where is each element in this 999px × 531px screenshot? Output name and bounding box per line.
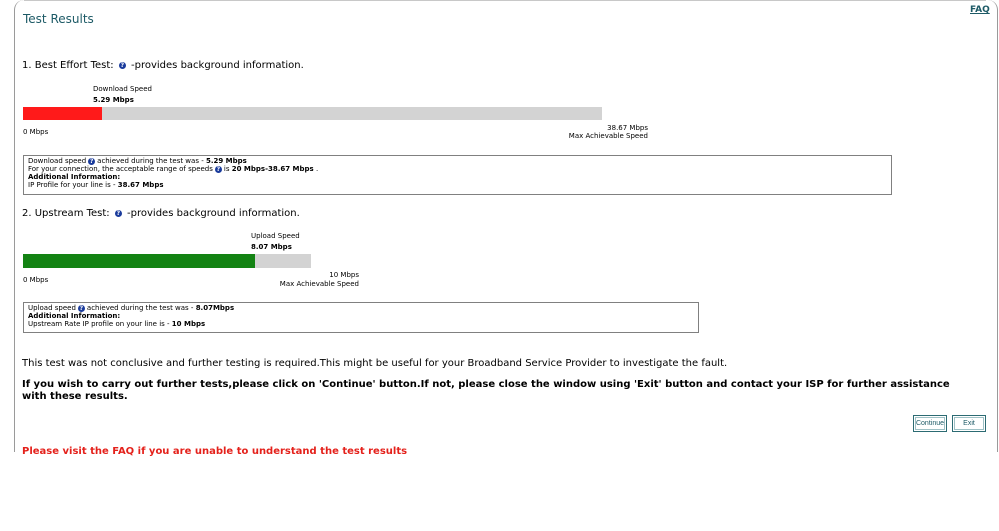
upload-speed-meter bbox=[23, 254, 311, 268]
exit-button[interactable]: Exit bbox=[952, 415, 986, 432]
download-detail-line bbox=[28, 157, 887, 165]
detail-value: 8.07Mbps bbox=[195, 304, 235, 312]
detail-value: 38.67 Mbps bbox=[117, 181, 164, 189]
upload-details-box bbox=[23, 302, 699, 333]
info-icon[interactable]: ? bbox=[116, 209, 121, 217]
detail-text: Upstream Rate IP profile on your line is - bbox=[28, 320, 170, 328]
upload-max-caption: Max Achievable Speed bbox=[279, 280, 359, 288]
info-icon[interactable]: ? bbox=[89, 157, 94, 165]
detail-heading: Additional Information: bbox=[28, 173, 121, 181]
download-details-box bbox=[23, 155, 892, 195]
upload-speed-label: Upload Speed bbox=[251, 232, 300, 240]
panel-top-border bbox=[24, 0, 986, 1]
upstream-heading-prefix: 2. Upstream Test: bbox=[22, 208, 110, 219]
detail-text: Download speed bbox=[28, 157, 87, 165]
upload-max-value: 10 Mbps bbox=[329, 271, 359, 279]
upstream-heading-suffix: -provides background information. bbox=[127, 208, 300, 219]
detail-text: is bbox=[223, 165, 230, 173]
info-icon[interactable]: ? bbox=[120, 61, 125, 69]
download-speed-meter bbox=[23, 107, 602, 120]
continue-button[interactable]: Continue bbox=[913, 415, 947, 432]
upstream-profile-line bbox=[28, 320, 694, 328]
detail-value: 5.29 Mbps bbox=[205, 157, 247, 165]
upload-detail-line bbox=[28, 304, 694, 312]
upload-speed-fill bbox=[23, 254, 255, 268]
info-icon[interactable]: ? bbox=[216, 165, 221, 173]
info-icon[interactable]: ? bbox=[79, 304, 84, 312]
best-effort-heading-suffix: -provides background information. bbox=[131, 60, 304, 71]
detail-text: achieved during the test was - bbox=[86, 304, 194, 312]
best-effort-heading bbox=[22, 60, 304, 71]
range-detail-line bbox=[28, 165, 887, 173]
detail-value: 20 Mbps-38.67 Mbps bbox=[231, 165, 314, 173]
download-speed-label: Download Speed bbox=[93, 85, 152, 93]
download-speed-fill bbox=[23, 107, 102, 120]
ip-profile-line bbox=[28, 181, 887, 189]
faq-notice: Please visit the FAQ if you are unable to understand the test results bbox=[22, 446, 408, 457]
detail-value: 10 Mbps bbox=[171, 320, 206, 328]
additional-info-label bbox=[28, 173, 887, 181]
upload-min-label: 0 Mbps bbox=[23, 276, 49, 284]
detail-text: For your connection, the acceptable range of speeds bbox=[28, 165, 213, 173]
detail-text: achieved during the test was - bbox=[97, 157, 204, 165]
download-max-value: 38.67 Mbps bbox=[607, 124, 648, 132]
download-max-caption: Max Achievable Speed bbox=[568, 132, 648, 140]
page-title: Test Results bbox=[23, 12, 94, 26]
detail-text: Upload speed bbox=[28, 304, 76, 312]
detail-heading: Additional Information: bbox=[28, 312, 121, 320]
download-min-label: 0 Mbps bbox=[23, 128, 49, 136]
download-speed-value: 5.29 Mbps bbox=[93, 96, 134, 104]
best-effort-heading-prefix: 1. Best Effort Test: bbox=[22, 60, 114, 71]
detail-text: . bbox=[315, 165, 319, 173]
instruction-message: If you wish to carry out further tests,please click on 'Continue' button.If not, please close the window using 'Exit' button and contact your ISP for further assistance with these results. bbox=[22, 379, 950, 402]
upload-speed-value: 8.07 Mbps bbox=[251, 243, 292, 251]
detail-text: IP Profile for your line is - bbox=[28, 181, 116, 189]
inconclusive-message: This test was not conclusive and further testing is required.This might be useful for your Broadband Service Provider to investigate the fault. bbox=[22, 358, 728, 369]
additional-info-label bbox=[28, 312, 694, 320]
faq-link[interactable]: FAQ bbox=[970, 5, 990, 15]
upstream-heading bbox=[22, 208, 300, 219]
